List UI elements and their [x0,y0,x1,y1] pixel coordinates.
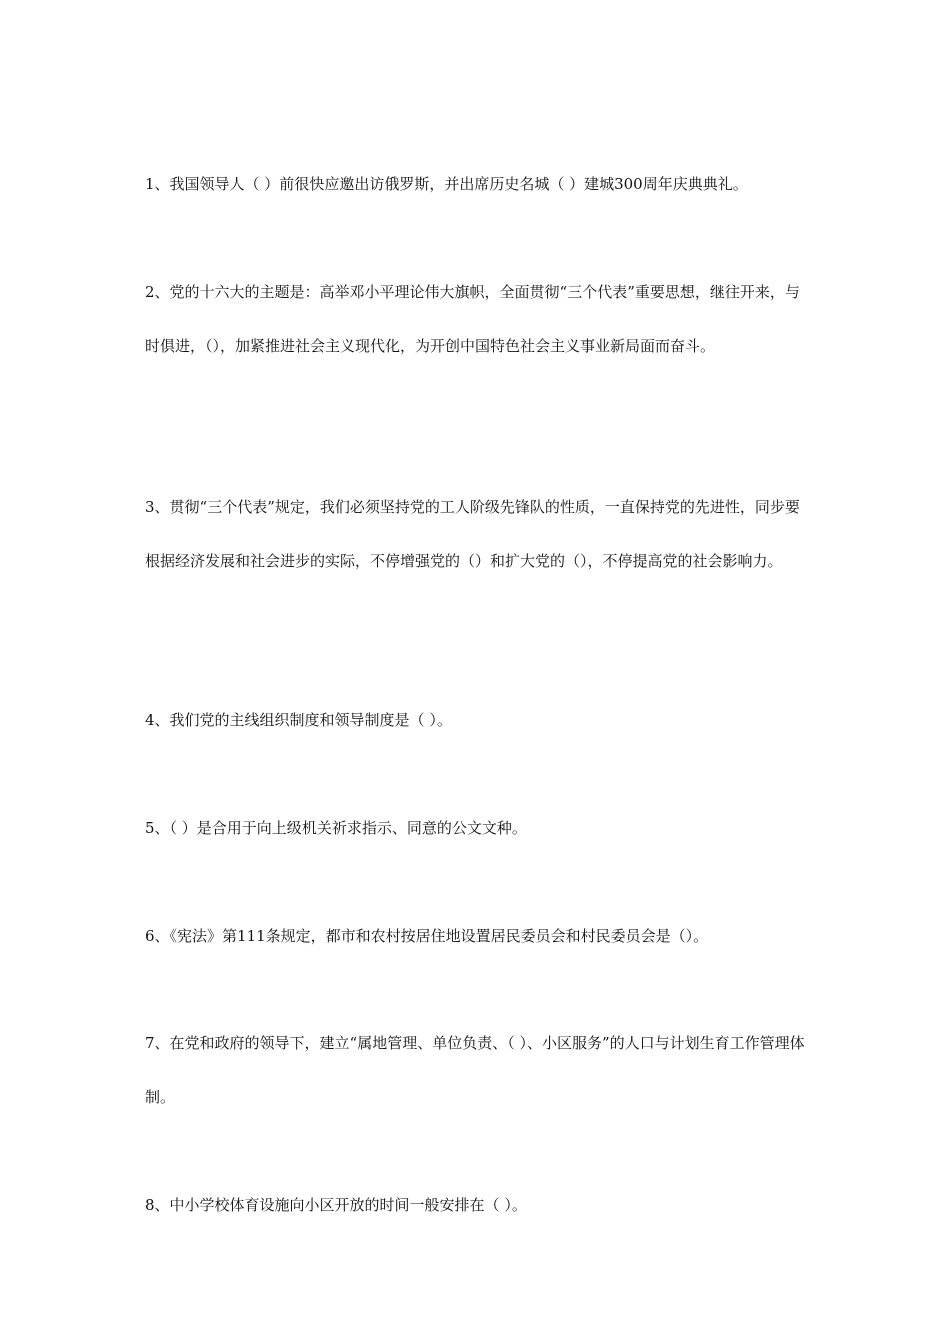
question-7: 7、在党和政府的领导下，建立“属地管理、单位负责、（ ）、小区服务”的人口与计划生育工作管理体制。 [145,1034,805,1106]
question-1: 1、我国领导人（ ）前很快应邀出访俄罗斯，并出席历史名城（ ）建城300周年庆典典礼。 [145,175,748,193]
question-6: 6、《宪法》第111条规定，都市和农村按居住地设置居民委员会和村民委员会是（）。 [145,927,709,945]
question-2: 2、党的十六大的主题是：高举邓小平理论伟大旗帜，全面贯彻“三个代表”重要思想，继往开来，与时俱进，（），加紧推进社会主义现代化，为开创中国特色社会主义事业新局面而奋斗。 [145,283,800,355]
question-4: 4、我们党的主线组织制度和领导制度是（ ）。 [145,711,452,729]
question-3: 3、贯彻“三个代表”规定，我们必须坚持党的工人阶级先锋队的性质，一直保持党的先进性，同步要根据经济发展和社会进步的实际，不停增强党的（）和扩大党的（），不停提高党的社会影响力。 [145,498,800,570]
question-5: 5、（ ）是合用于向上级机关祈求指示、同意的公文文种。 [145,819,527,837]
question-8: 8、中小学校体育设施向小区开放的时间一般安排在（ ）。 [145,1196,527,1214]
